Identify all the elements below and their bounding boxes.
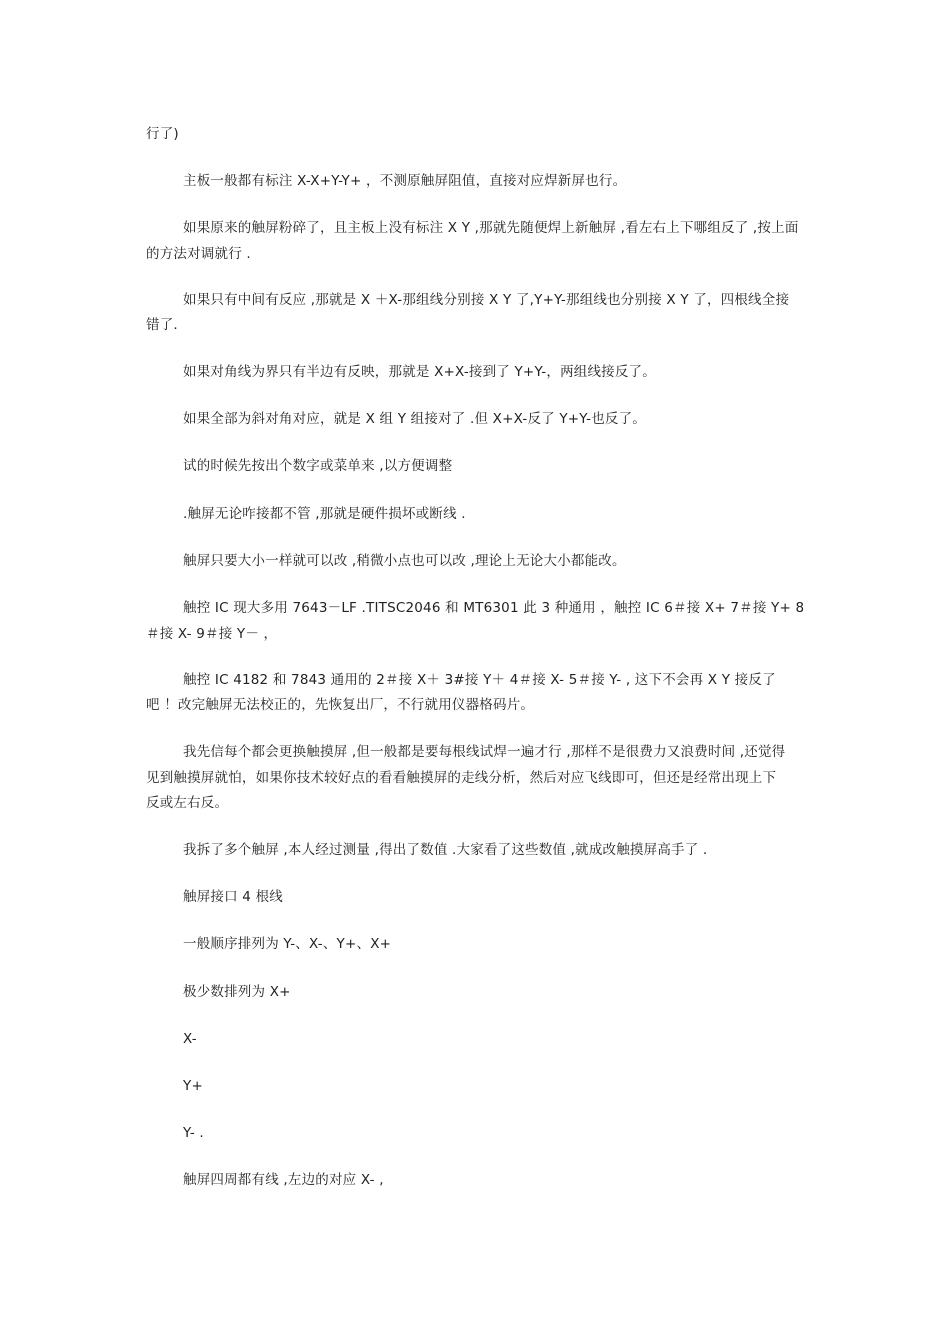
- text-line: 触屏四周都有线 ,左边的对应 X- ,: [183, 1172, 384, 1188]
- text-line: 错了.: [146, 317, 178, 333]
- text-line: 如果全部为斜对角对应，就是 X 组 Y 组接对了 .但 X+X-反了 Y+Y-也反了。: [183, 411, 647, 427]
- text-line: Y- .: [183, 1125, 204, 1141]
- text-line: ＃接 X- 9＃接 Y－ ，: [146, 626, 278, 642]
- text-line: 见到触摸屏就怕，如果你技术较好点的看看触摸屏的走线分析，然后对应飞线即可，但还是经常出现上下: [146, 770, 777, 786]
- text-line: 触屏接口 4 根线: [183, 889, 283, 905]
- text-line: .触屏无论咋接都不管 ,那就是硬件损坏或断线 .: [183, 506, 466, 522]
- text-line: 吧 ！改完触屏无法校正的，先恢复出厂，不行就用仪器格码片。: [146, 697, 535, 713]
- text-line: 触屏只要大小一样就可以改 ,稍微小点也可以改 ,理论上无论大小都能改。: [183, 553, 626, 569]
- text-line: 主板一般都有标注 X-X+Y-Y+ ，不测原触屏阻值，直接对应焊新屏也行。: [183, 173, 627, 189]
- text-line: 如果只有中间有反应 ,那就是 X ＋X-那组线分别接 X Y 了,Y+Y-那组线也分别接 X Y 了，四根线全接: [183, 292, 790, 308]
- text-line: 我拆了多个触屏 ,本人经过测量 ,得出了数值 .大家看了这些数值 ,就成改触摸屏高手了 .: [183, 842, 708, 858]
- text-line: 触控 IC 现大多用 7643－LF .TITSC2046 和 MT6301 此 3 种通用 ，触控 IC 6＃接 X+ 7＃接 Y+ 8: [183, 600, 805, 616]
- text-line: 我先信每个都会更换触摸屏 ,但一般都是要每根线试焊一遍才行 ,那样不是很费力又浪费时间 ,还觉得: [183, 744, 786, 760]
- text-line: 如果原来的触屏粉碎了，且主板上没有标注 X Y ,那就先随便焊上新触屏 ,看左右上下哪组反了 ,按上面: [183, 220, 799, 236]
- text-line: 的方法对调就行 .: [146, 246, 251, 262]
- text-line: 反或左右反。: [146, 795, 229, 811]
- text-line: 行了): [146, 126, 179, 142]
- text-line: X-: [183, 1031, 197, 1047]
- text-line: Y+: [183, 1078, 203, 1094]
- text-line: 触控 IC 4182 和 7843 通用的 2＃接 X＋ 3#接 Y＋ 4＃接 X- 5＃接 Y- , 这下不会再 X Y 接反了: [183, 672, 776, 688]
- text-line: 试的时候先按出个数字或菜单来 ,以方便调整: [183, 458, 453, 474]
- text-line: 一般顺序排列为 Y-、X-、Y+、X+: [183, 936, 392, 952]
- text-line: 极少数排列为 X+: [183, 984, 291, 1000]
- text-line: 如果对角线为界只有半边有反映，那就是 X+X-接到了 Y+Y-，两组线接反了。: [183, 364, 656, 380]
